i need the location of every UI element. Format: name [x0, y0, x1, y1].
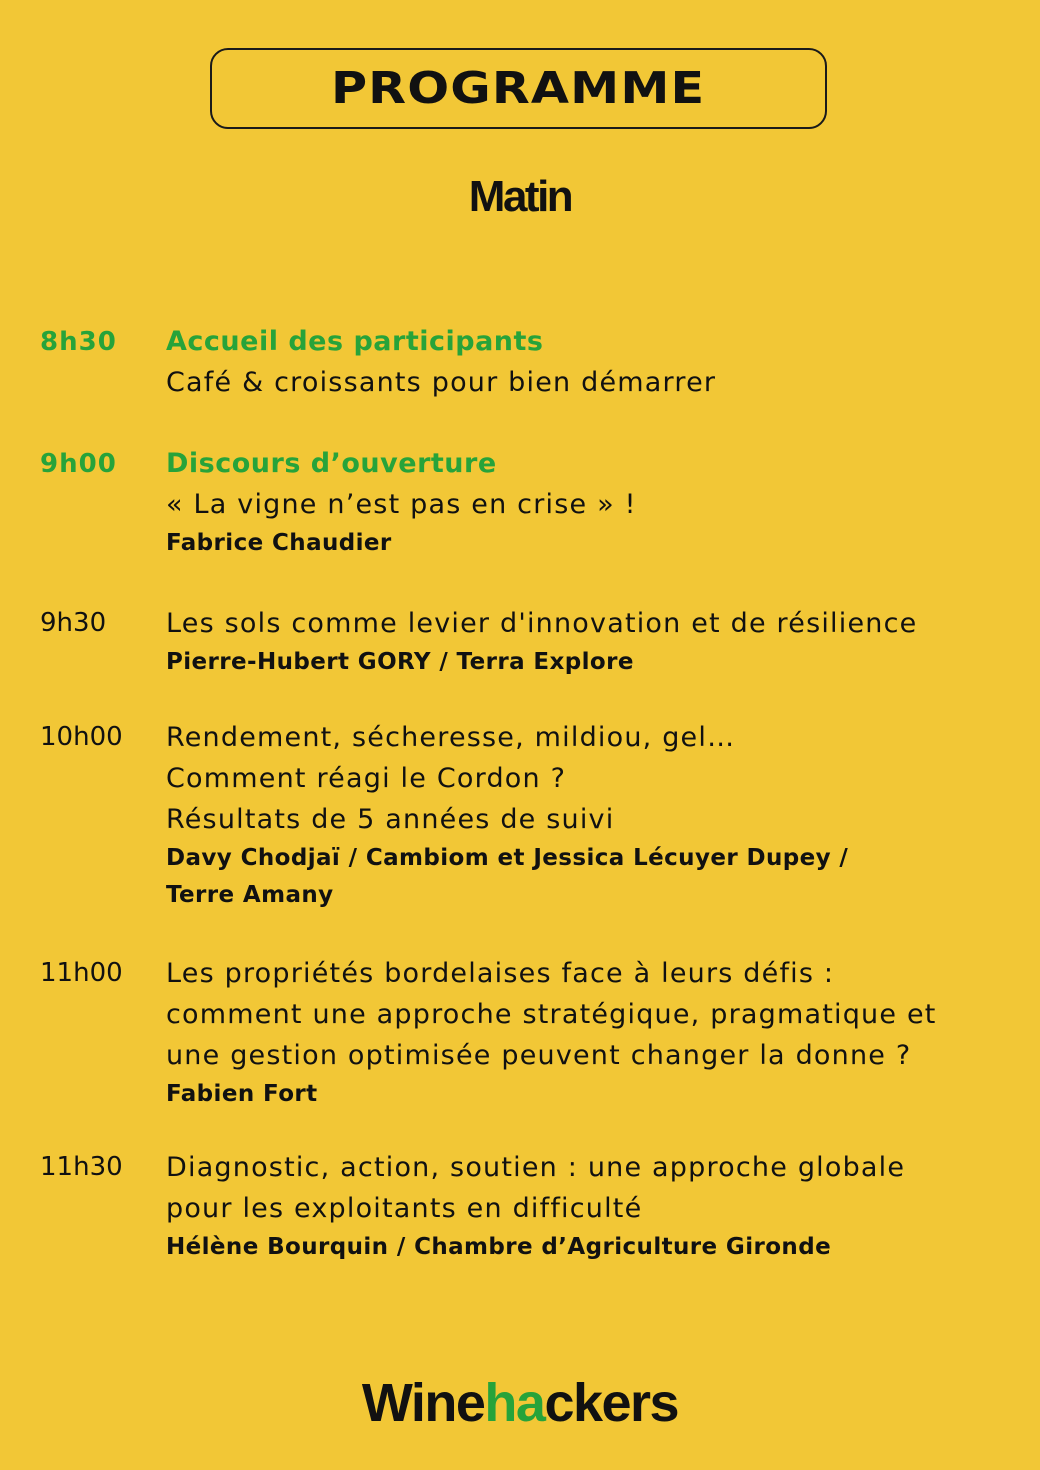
schedule-time: 8h30 — [40, 327, 117, 357]
schedule-speaker: Davy Chodjaï / Cambiom et Jessica Lécuyer Dupey / — [166, 845, 849, 871]
schedule-line: une gestion optimisée peuvent changer la donne ? — [166, 1040, 912, 1071]
schedule-line: Les propriétés bordelaises face à leurs défis : — [166, 958, 835, 989]
schedule-body — [166, 444, 1016, 562]
programme-title-box — [210, 48, 827, 129]
schedule-body — [166, 953, 1016, 1113]
schedule-line: Café & croissants pour bien démarrer — [166, 367, 717, 398]
schedule-line: Diagnostic, action, soutien : une approche globale — [166, 1152, 906, 1183]
schedule-body — [166, 603, 1016, 681]
schedule-line: « La vigne n’est pas en crise » ! — [166, 489, 637, 520]
schedule-speaker: Pierre-Hubert GORY / Terra Explore — [166, 649, 634, 675]
schedule-line: pour les exploitants en difficulté — [166, 1193, 643, 1224]
schedule-line: Comment réagi le Cordon ? — [166, 763, 567, 794]
logo-part-ha: ha — [484, 1373, 545, 1433]
section-title-matin: Matin — [468, 172, 572, 221]
schedule-speaker: Hélène Bourquin / Chambre d’Agriculture Gironde — [166, 1234, 832, 1260]
schedule-body — [166, 1147, 1016, 1266]
schedule-line: Les sols comme levier d'innovation et de résilience — [166, 608, 918, 639]
schedule-line: comment une approche stratégique, pragmatique et — [166, 999, 937, 1030]
schedule-heading: Accueil des participants — [166, 326, 544, 357]
schedule-line: Rendement, sécheresse, mildiou, gel… — [166, 722, 736, 753]
schedule-line: Résultats de 5 années de suivi — [166, 804, 615, 835]
logo-part-ckers: ckers — [544, 1373, 679, 1433]
schedule-speaker: Terre Amany — [166, 882, 334, 908]
schedule-time: 11h00 — [40, 958, 123, 988]
schedule-time: 9h30 — [40, 608, 107, 638]
winehackers-logo — [0, 1372, 1040, 1434]
schedule-speaker: Fabrice Chaudier — [166, 530, 392, 556]
schedule-body — [166, 717, 1016, 914]
schedule-speaker: Fabien Fort — [166, 1081, 318, 1107]
schedule-time: 9h00 — [40, 449, 117, 479]
schedule-body — [166, 322, 1016, 403]
schedule-time: 10h00 — [40, 722, 123, 752]
schedule-heading: Discours d’ouverture — [166, 448, 497, 479]
schedule-time: 11h30 — [40, 1152, 123, 1182]
logo-part-wine: Wine — [361, 1373, 485, 1433]
programme-title: PROGRAMME — [331, 63, 706, 114]
